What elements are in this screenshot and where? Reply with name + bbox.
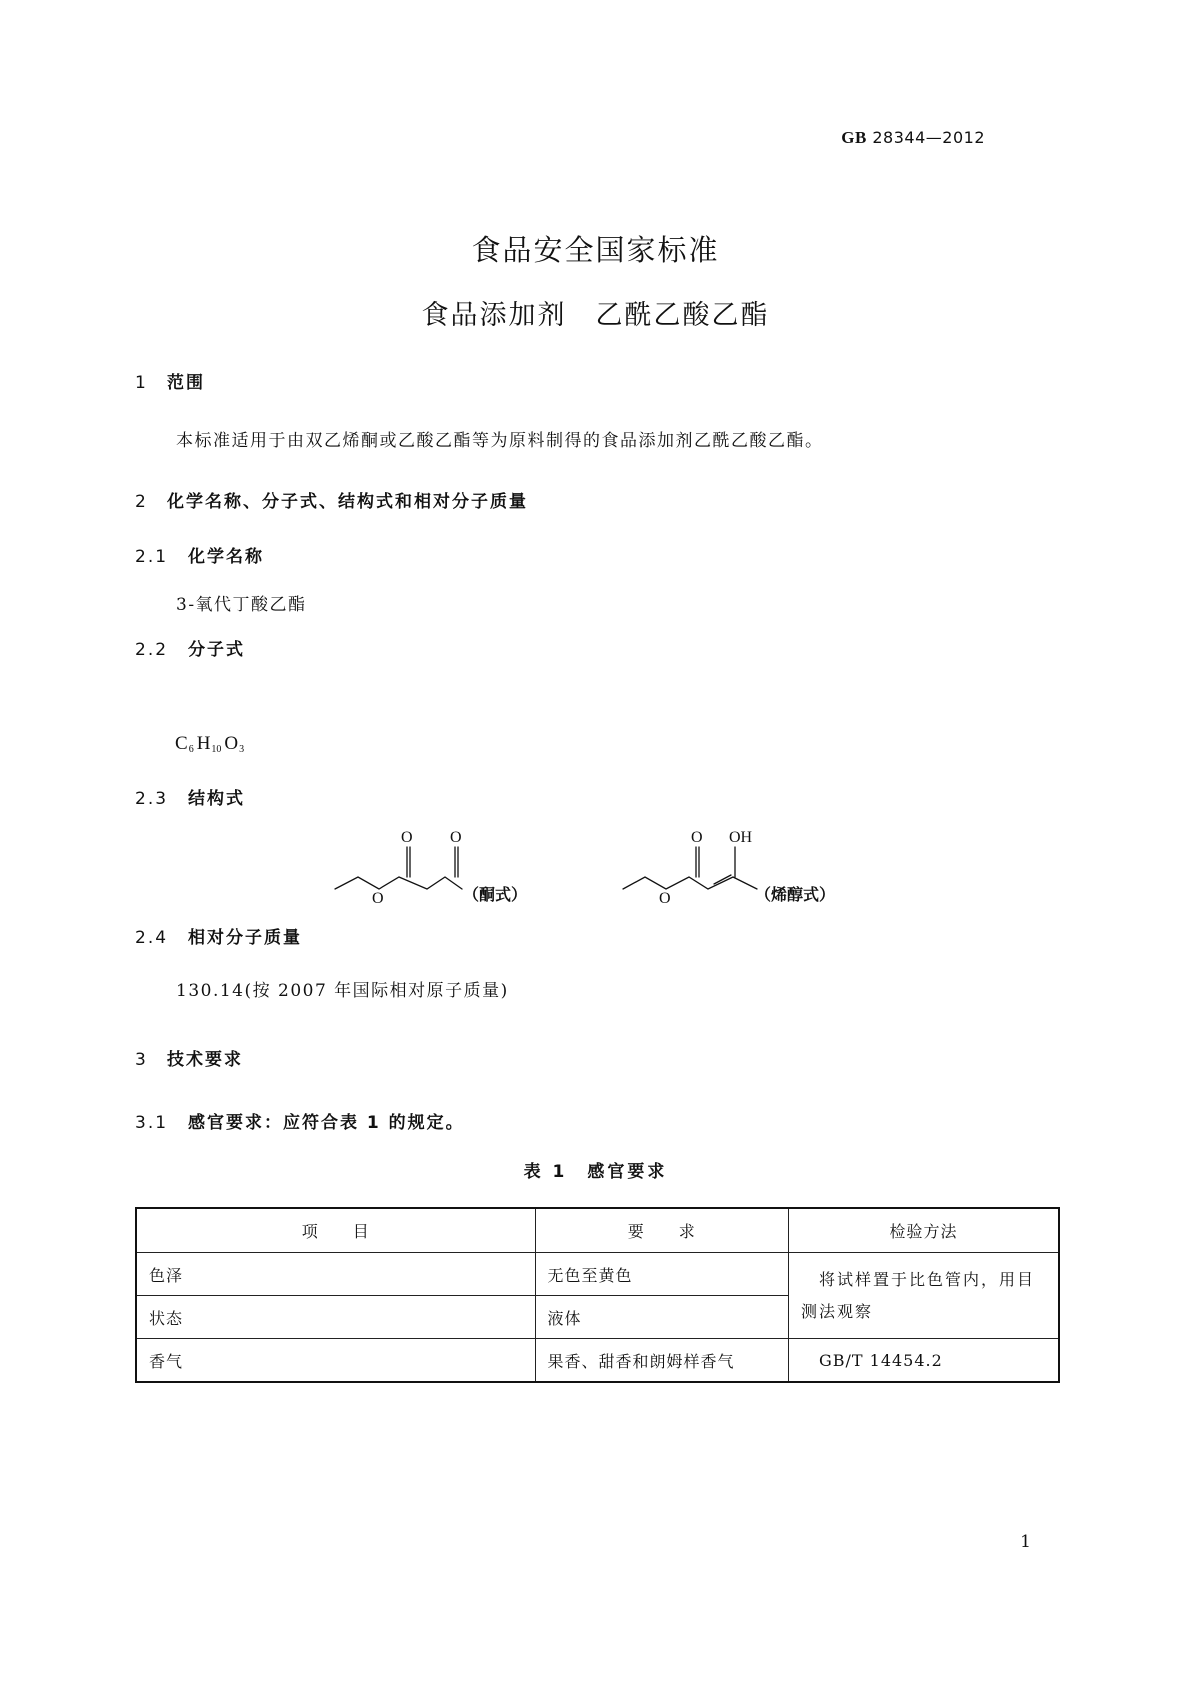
keto-oxygen-1: O — [401, 829, 413, 846]
section-title: 化学名称 — [188, 547, 264, 567]
formula-hydrogen-count: 10 — [211, 744, 222, 755]
page-number: 1 — [1020, 1532, 1031, 1552]
cell-requirement: 无色至黄色 — [535, 1253, 788, 1296]
formula-carbon-count: 6 — [188, 744, 194, 755]
section-number: 1 — [135, 373, 148, 393]
section-title: 结构式 — [188, 789, 245, 809]
enol-oxygen-1: O — [691, 829, 703, 846]
standard-code: 28344—2012 — [872, 128, 985, 147]
section-2-heading — [135, 487, 528, 512]
cell-item: 香气 — [136, 1339, 535, 1383]
cell-requirement: 液体 — [535, 1296, 788, 1339]
enol-ester-oxygen: O — [659, 890, 671, 907]
cell-method-merged: 将试样置于比色管内，用目测法观察 — [788, 1253, 1059, 1339]
section-number: 2.1 — [135, 547, 169, 567]
table-row — [136, 1339, 1059, 1383]
section-title: 化学名称、分子式、结构式和相对分子质量 — [167, 492, 528, 512]
section-1-heading — [135, 368, 205, 393]
section-2-3-heading — [135, 784, 245, 809]
section-number: 3 — [135, 1050, 148, 1070]
section-2-1-heading — [135, 542, 264, 567]
cell-item: 色泽 — [136, 1253, 535, 1296]
section-number: 2.3 — [135, 789, 169, 809]
cell-method: GB/T 14454.2 — [788, 1339, 1059, 1383]
formula-carbon: C — [175, 733, 188, 754]
keto-backbone — [335, 877, 462, 889]
cell-requirement: 果香、甜香和朗姆样香气 — [535, 1339, 788, 1383]
section-number: 2.4 — [135, 928, 169, 948]
section-title: 分子式 — [188, 640, 245, 660]
section-3-1-heading — [135, 1108, 465, 1133]
standard-number — [841, 128, 985, 148]
section-title: 相对分子质量 — [188, 928, 302, 948]
header-requirement: 要 求 — [535, 1208, 788, 1253]
enol-form-label: （烯醇式） — [755, 885, 836, 904]
section-2-2-heading — [135, 635, 245, 660]
formula-hydrogen: H — [196, 733, 211, 754]
chemical-name: 3-氧代丁酸乙酯 — [176, 595, 307, 615]
structural-formula — [325, 826, 885, 908]
formula-oxygen: O — [224, 733, 239, 754]
section-title: 范围 — [167, 373, 205, 393]
section-3-heading — [135, 1045, 243, 1070]
table-caption: 表 1 感官要求 — [523, 1162, 668, 1182]
keto-oxygen-2: O — [450, 829, 462, 846]
document-subtitle: 食品添加剂 乙酰乙酸乙酯 — [421, 300, 770, 331]
section-number: 2.2 — [135, 640, 169, 660]
section-title: 技术要求 — [167, 1050, 243, 1070]
section-number: 3.1 — [135, 1113, 169, 1133]
standard-prefix: GB — [841, 128, 867, 147]
table-header-row — [136, 1208, 1059, 1253]
section-1-body: 本标准适用于由双乙烯酮或乙酸乙酯等为原料制得的食品添加剂乙酰乙酸乙酯。 — [176, 431, 824, 451]
sensory-requirements-table — [135, 1207, 1060, 1383]
formula-oxygen-count: 3 — [239, 744, 245, 755]
molecular-mass: 130.14(按 2007 年国际相对原子质量) — [176, 981, 509, 1001]
section-2-4-heading — [135, 923, 302, 948]
keto-ester-oxygen: O — [372, 890, 384, 907]
table-row — [136, 1253, 1059, 1296]
molecular-formula — [175, 733, 247, 755]
document-title: 食品安全国家标准 — [471, 233, 720, 267]
header-item: 项 目 — [136, 1208, 535, 1253]
section-title: 感官要求：应符合表 1 的规定。 — [188, 1113, 465, 1133]
enol-backbone — [623, 877, 757, 889]
header-method: 检验方法 — [788, 1208, 1059, 1253]
cell-item: 状态 — [136, 1296, 535, 1339]
keto-form-label: （酮式） — [463, 885, 528, 904]
section-number: 2 — [135, 492, 148, 512]
enol-hydroxyl: OH — [729, 829, 753, 846]
